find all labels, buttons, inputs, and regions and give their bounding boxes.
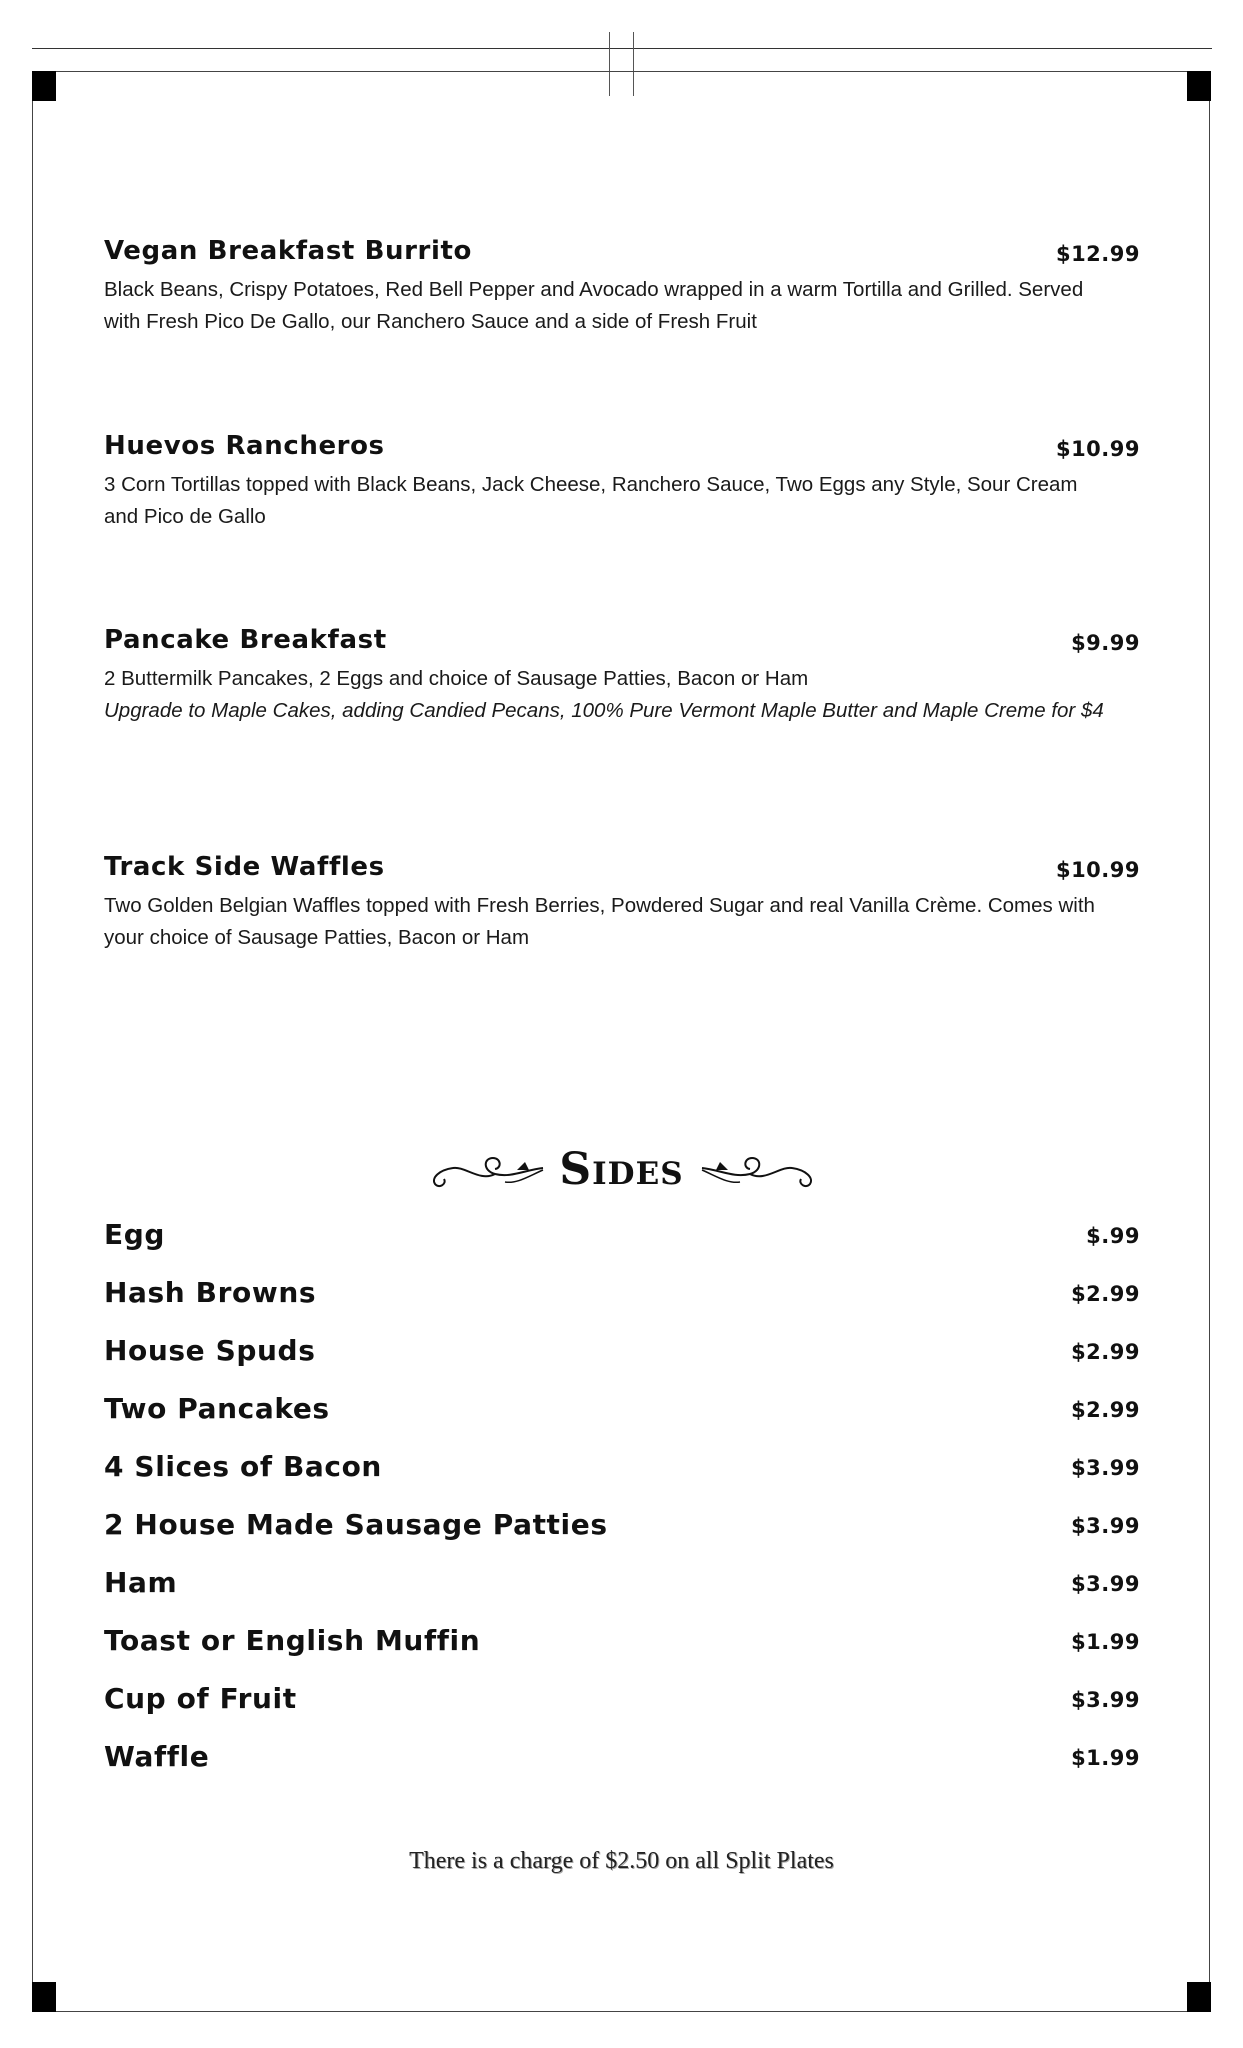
- side-item: [104, 1218, 1140, 1258]
- item-price: $12.99: [1055, 242, 1140, 266]
- corner-top-left: [32, 71, 56, 101]
- side-price: $3.99: [1071, 1688, 1140, 1712]
- side-item: [104, 1740, 1140, 1780]
- item-name: Pancake Breakfast: [104, 625, 387, 655]
- item-description: Two Golden Belgian Waffles topped with Fresh Berries, Powdered Sugar and real Vanilla Crème. Comes with your choice of Sausage Patties, Bacon or Ham: [104, 894, 1095, 949]
- item-name: Huevos Rancheros: [104, 431, 385, 461]
- side-name: Cup of Fruit: [104, 1682, 297, 1715]
- item-name: Vegan Breakfast Burrito: [104, 236, 472, 266]
- item-name: Track Side Waffles: [104, 852, 385, 882]
- side-price: $3.99: [1071, 1572, 1140, 1596]
- side-price: $1.99: [1071, 1746, 1140, 1770]
- corner-bottom-left: [32, 1982, 56, 2012]
- item-description: Black Beans, Crispy Potatoes, Red Bell Pepper and Avocado wrapped in a warm Tortilla and Grilled. Served with Fresh Pico De Gallo, our Ranchero Sauce and a side of Fresh Fruit: [104, 278, 1084, 333]
- item-description-text: 2 Buttermilk Pancakes, 2 Eggs and choice of Sausage Patties, Bacon or Ham: [104, 667, 809, 690]
- item-description: 3 Corn Tortillas topped with Black Beans, Jack Cheese, Ranchero Sauce, Two Eggs any Style, Sour Cream and Pico de Gallo: [104, 473, 1078, 528]
- side-price: $2.99: [1071, 1282, 1140, 1306]
- side-price: $2.99: [1071, 1340, 1140, 1364]
- side-name: Egg: [104, 1218, 166, 1251]
- side-item: [104, 1682, 1140, 1722]
- item-description: [104, 663, 1104, 727]
- corner-bottom-right: [1187, 1982, 1211, 2012]
- split-plate-note: There is a charge of $2.50 on all Split Plates: [409, 1848, 834, 1874]
- item-price: $10.99: [1055, 437, 1140, 461]
- sides-title: Sides: [559, 1144, 684, 1195]
- side-price: $1.99: [1071, 1630, 1140, 1654]
- side-name: 4 Slices of Bacon: [104, 1450, 382, 1483]
- side-item: [104, 1566, 1140, 1606]
- side-item: [104, 1276, 1140, 1316]
- menu-item: [104, 625, 1140, 765]
- side-name: Hash Browns: [104, 1276, 317, 1309]
- top-rule: [32, 48, 1212, 49]
- side-name: 2 House Made Sausage Patties: [104, 1508, 608, 1541]
- side-item: [104, 1624, 1140, 1664]
- item-price: $9.99: [1071, 631, 1140, 655]
- side-item: [104, 1450, 1140, 1490]
- menu-item: [104, 236, 1140, 346]
- corner-top-right: [1187, 71, 1211, 101]
- menu-item: [104, 852, 1140, 962]
- side-name: Toast or English Muffin: [104, 1624, 481, 1657]
- item-upgrade-note: Upgrade to Maple Cakes, adding Candied Pecans, 100% Pure Vermont Maple Butter and Maple Creme for $4: [104, 699, 1104, 722]
- side-item: [104, 1508, 1140, 1548]
- side-name: Ham: [104, 1566, 178, 1599]
- sides-heading: [0, 1140, 1243, 1200]
- side-item: [104, 1334, 1140, 1374]
- menu-item: [104, 431, 1140, 541]
- flourish-right-icon: [700, 1148, 820, 1192]
- side-price: $.99: [1086, 1224, 1140, 1248]
- side-price: $2.99: [1071, 1398, 1140, 1422]
- item-price: $10.99: [1055, 858, 1140, 882]
- side-name: House Spuds: [104, 1334, 316, 1367]
- side-price: $3.99: [1071, 1514, 1140, 1538]
- side-item: [104, 1392, 1140, 1432]
- side-name: Waffle: [104, 1740, 210, 1773]
- side-price: $3.99: [1071, 1456, 1140, 1480]
- side-name: Two Pancakes: [104, 1392, 330, 1425]
